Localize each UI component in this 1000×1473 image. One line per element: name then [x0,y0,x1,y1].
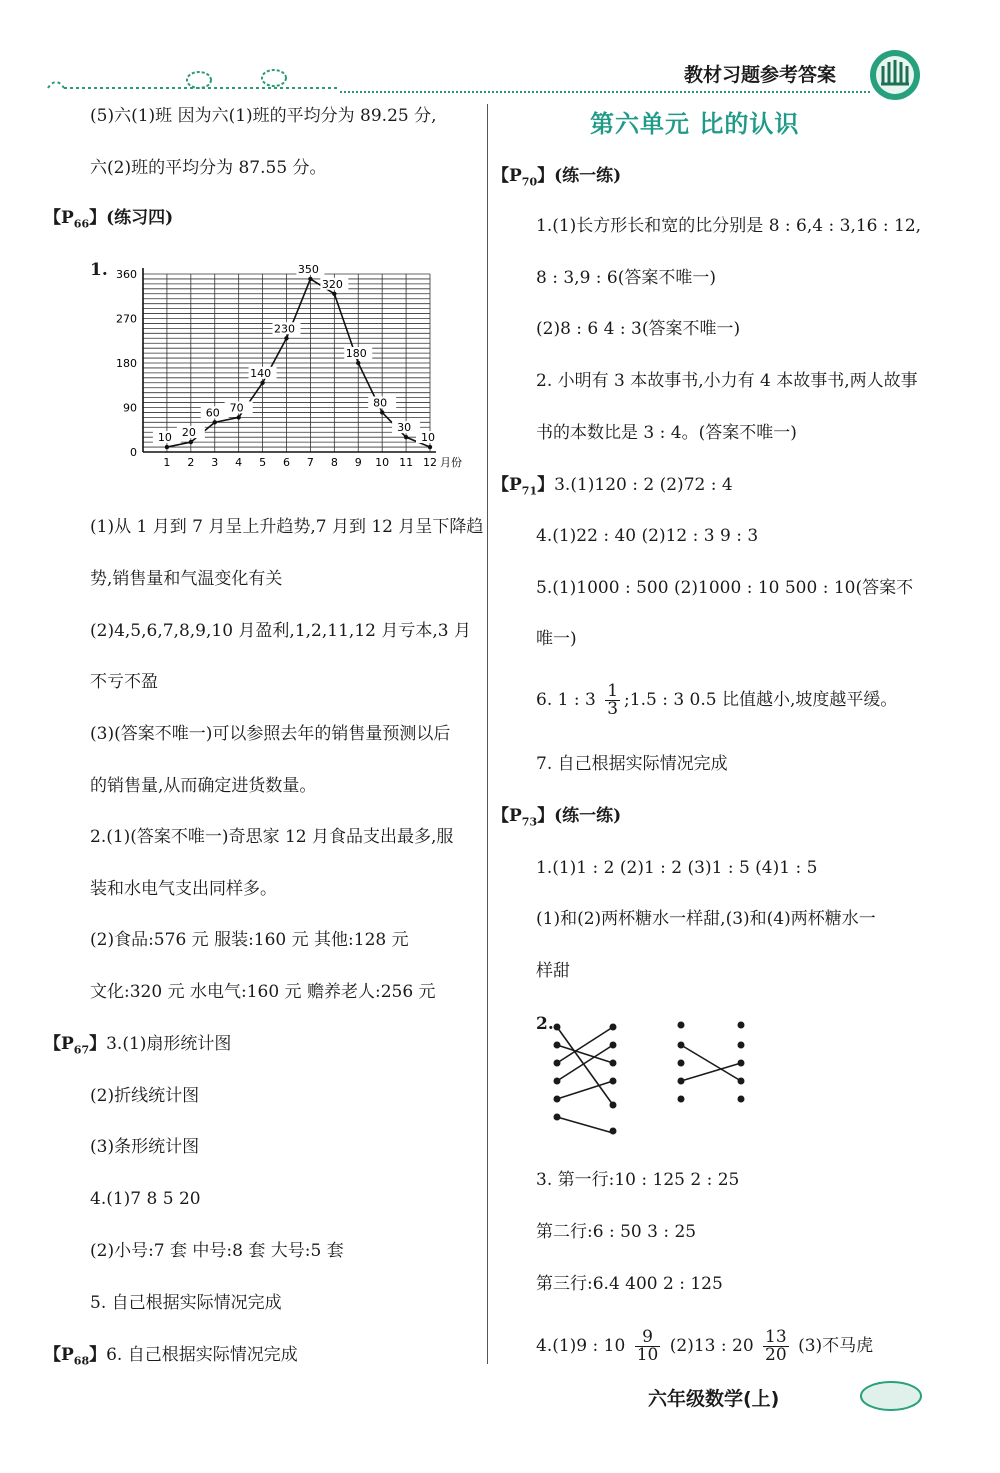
y-tick-label: 90 [123,401,137,415]
text-line: (2)折线统计图 [90,1086,200,1106]
x-tick-label: 6 [283,456,290,469]
text-line: 2. 小明有 3 本故事书,小力有 4 本故事书,两人故事 [536,371,918,391]
data-point [308,277,312,281]
data-point [356,361,360,365]
text-line: 六(2)班的平均分为 87.55 分。 [90,158,327,178]
text-line: 唯一) [536,629,577,649]
section-tag-p70: 【$P_{70}$】(练一练) [492,166,622,189]
page-letter: P [509,166,522,186]
question-number: 1. [90,260,108,280]
column-divider [487,104,488,1364]
x-tick-label: 11 [399,456,414,469]
header-rule [340,91,870,93]
section-tag-p68: 【$P_{68}$】6. 自己根据实际情况完成 [44,1345,298,1368]
page-letter: P [509,806,522,826]
text-line: 7. 自己根据实际情况完成 [536,754,728,774]
x-tick-label: 5 [259,456,267,469]
x-tick-label: 1 [163,456,171,469]
section-label: (练一练) [554,806,622,826]
text-line: 样甜 [536,961,570,981]
text-line: 的销售量,从而确定进货数量。 [90,776,317,796]
data-point [428,445,432,449]
text-line: (2)8 : 6 4 : 3(答案不唯一) [536,319,741,339]
data-point [260,381,264,385]
page-number: 70 [521,175,538,189]
text-line: 势,销售量和气温变化有关 [90,569,283,589]
data-label: 30 [397,421,412,435]
unit-title: 第六单元 比的认识 [590,110,800,138]
data-point [332,292,336,296]
data-label: 320 [321,277,343,291]
section-tag-p66: 【$P_{66}$】(练习四) [44,208,174,231]
data-point [404,435,408,439]
x-tick-label: 2 [187,456,195,469]
text-line: 5. 自己根据实际情况完成 [90,1293,282,1313]
fraction-denominator: 20 [765,1345,787,1365]
x-tick-label: 4 [235,456,243,469]
text-line: 4.(1)22 : 40 (2)12 : 3 9 : 3 [536,526,759,546]
text-segment: ;1.5 : 3 0.5 比值越小,坡度越平缓。 [624,690,898,710]
text-segment: (3)不马虎 [798,1336,874,1356]
text-line: (3)条形统计图 [90,1137,200,1157]
text-line: (2)食品:576 元 服装:160 元 其他:128 元 [90,930,409,950]
page-number: 73 [521,815,538,829]
fraction-numerator: 1 [607,681,619,701]
text-line: 4.(1)7 8 5 20 [90,1189,201,1209]
text-line: 第三行:6.4 400 2 : 125 [536,1274,723,1294]
text-segment: 6. 1 : 3 [536,690,596,710]
question-6 [536,680,897,720]
data-point [189,440,193,444]
data-label: 60 [205,406,220,420]
text-line: 书的本数比是 3 : 4。(答案不唯一) [536,423,797,443]
text-line: (2)4,5,6,7,8,9,10 月盈利,1,2,11,12 月亏本,3 月 [90,621,471,641]
text-line: 6. 自己根据实际情况完成 [106,1345,298,1365]
data-point [213,420,217,424]
text-line: (2)小号:7 套 中号:8 套 大号:5 套 [90,1241,344,1261]
data-point [284,336,288,340]
y-tick-label: 0 [130,446,137,459]
x-tick-label: 8 [330,456,338,469]
footer-title: 六年级数学(上) [648,1388,780,1410]
fraction-denominator: 3 [607,699,619,719]
text-line: 文化:320 元 水电气:160 元 赡养老人:256 元 [90,982,436,1002]
section-tag-p67: 【$P_{67}$】3.(1)扇形统计图 [44,1034,232,1057]
y-tick-label: 180 [116,357,137,370]
text-line: (1)从 1 月到 7 月呈上升趋势,7 月到 12 月呈下降趋 [90,517,484,537]
section-label: (练习四) [106,208,174,228]
page-letter: P [61,1034,74,1054]
question-number: 2. [536,1014,554,1034]
text-line: 2.(1)(答案不唯一)奇思家 12 月食品支出最多,服 [90,827,454,847]
x-tick-label: 7 [306,456,314,469]
text-line: 不亏不盈 [90,672,158,692]
footer-page-badge-icon [858,1376,924,1416]
data-point [236,415,240,419]
text-line: 装和水电气支出同样多。 [90,879,277,899]
page-letter: P [509,475,522,495]
data-label: 10 [421,431,435,445]
header-decoration [44,62,344,102]
text-line: (3)(答案不唯一)可以参照去年的销售量预测以后 [90,724,451,744]
matching-diagram [545,1015,755,1135]
section-tag-p71: 【$P_{71}$】3.(1)120 : 2 (2)72 : 4 [492,475,733,498]
fraction [605,683,620,718]
section-label: (练一练) [554,166,622,186]
x-tick-label: 10 [375,456,390,469]
page-letter: P [61,1345,74,1365]
text-line: 3. 第一行:10 : 125 2 : 25 [536,1170,740,1190]
fraction-numerator: 9 [635,1329,661,1347]
data-point [165,445,169,449]
x-axis-label: 月份 [440,456,462,469]
header-title: 教材习题参考答案 [684,64,837,86]
text-line: (1)和(2)两杯糖水一样甜,(3)和(4)两杯糖水一 [536,909,876,929]
text-line: 5.(1)1000 : 500 (2)1000 : 10 500 : 10(答案不 [536,578,914,598]
section-tag-p73: 【$P_{73}$】(练一练) [492,806,622,829]
decorative-swirl-icon [44,62,344,102]
page-number: 66 [73,217,90,231]
text-line: 1.(1)1 : 2 (2)1 : 2 (3)1 : 5 (4)1 : 5 [536,858,818,878]
x-tick-label: 9 [354,456,362,469]
header-logo-icon [868,48,922,102]
text-line: 3.(1)120 : 2 (2)72 : 4 [554,475,733,495]
y-tick-label: 270 [116,312,137,326]
fraction-denominator: 10 [636,1345,659,1365]
page-letter: P [61,208,74,228]
data-label: 20 [181,426,196,440]
x-tick-label: 3 [211,456,219,469]
page-number: 68 [73,1354,90,1368]
text-line: (5)六(1)班 因为六(1)班的平均分为 89.25 分, [90,106,437,126]
data-label: 230 [274,322,295,336]
text-line: 1.(1)长方形长和宽的比分别是 8 : 6,4 : 3,16 : 12, [536,216,922,236]
page-number: 67 [73,1043,90,1057]
data-point [380,410,384,414]
data-label: 70 [229,401,244,415]
fraction-numerator: 13 [765,1327,787,1347]
line-chart [105,262,470,482]
data-label: 10 [157,431,172,445]
text-line: 3.(1)扇形统计图 [106,1034,232,1054]
data-label: 140 [250,366,272,380]
y-tick-label: 360 [116,268,137,281]
text-line: 第二行:6 : 50 3 : 25 [536,1222,697,1242]
data-label: 80 [373,396,388,410]
data-label: 180 [345,347,367,360]
x-tick-label: 12 [423,456,437,469]
page-number: 71 [521,484,538,498]
fraction [635,1329,661,1364]
question-4 [536,1326,873,1366]
fraction [763,1329,789,1364]
text-segment: 4.(1)9 : 10 [536,1336,626,1356]
text-segment: (2)13 : 20 [669,1336,754,1356]
text-line: 8 : 3,9 : 6(答案不唯一) [536,268,717,288]
data-label: 350 [297,262,319,276]
